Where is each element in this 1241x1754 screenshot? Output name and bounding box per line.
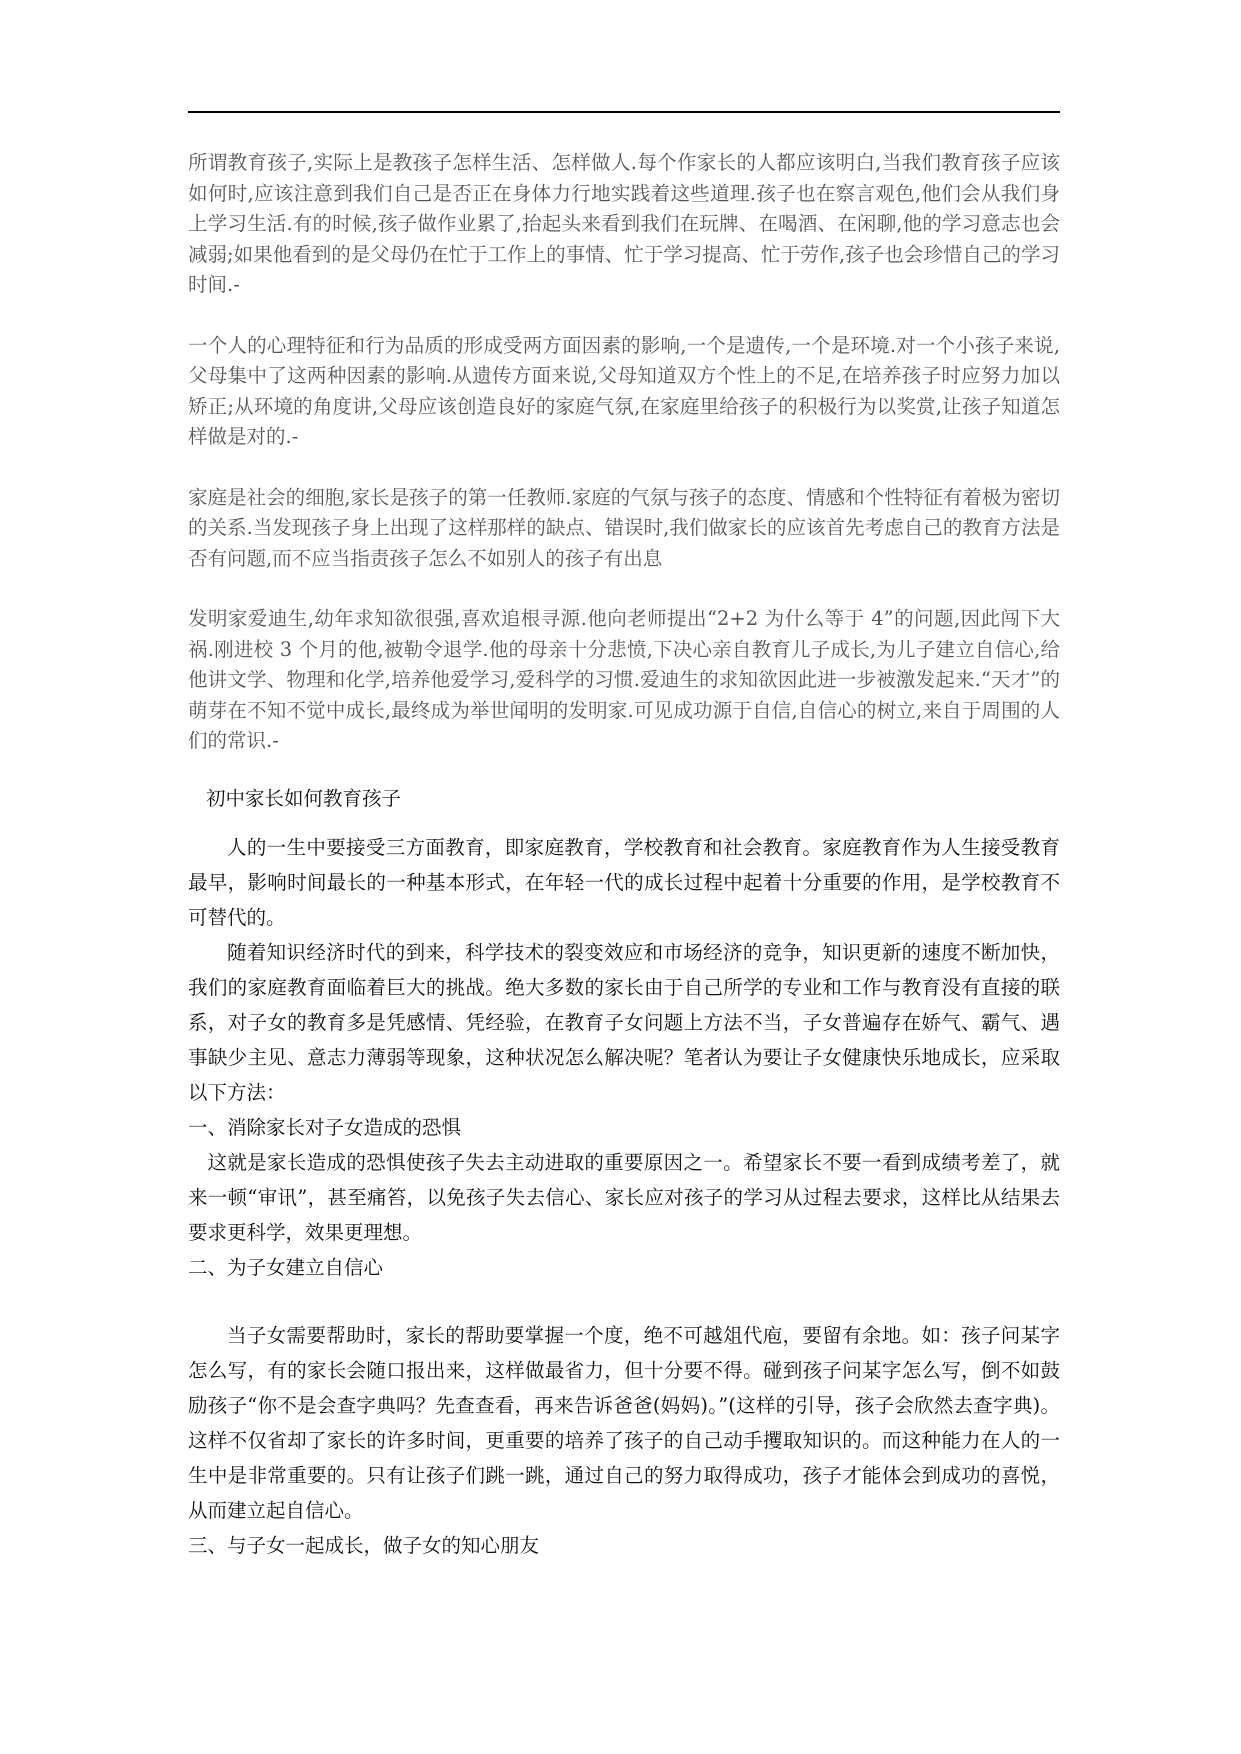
section-body [188, 783, 1060, 1563]
paragraph: 随着知识经济时代的到来，科学技术的裂变效应和市场经济的竞争，知识更新的速度不断加快，我们的家庭教育面临着巨大的挑战。绝大多数的家长由于自己所学的专业和工作与教育没有直接的联系，对子女的教育多是凭感情、凭经验，在教育子女问题上方法不当，子女普遍存在娇气、霸气、遇事缺少主见、意志力薄弱等现象，这种状况怎么解决呢？笔者认为要让子女健康快乐地成长，应采取以下方法： [188, 941, 1060, 1104]
paragraph: 一个人的心理特征和行为品质的形成受两方面因素的影响,一个是遗传,一个是环境.对一个小孩子来说,父母集中了这两种因素的影响.从遗传方面来说,父母知道双方个性上的不足,在培养孩子时应努力加以矫正;从环境的角度讲,父母应该创造良好的家庭气氛,在家庭里给孩子的积极行为以奖赏,让孩子知道怎样做是对的.- [188, 333, 1060, 448]
paragraph: 发明家爱迪生,幼年求知欲很强,喜欢追根寻源.他向老师提出“2+2 为什么等于 4”的问题,因此闯下大祸.刚进校 3 个月的他,被勒令退学.他的母亲十分悲愤,下决心亲自教育儿子成长,为儿子建立自信心,给他讲文学、物理和化学,培养他爱学习,爱科学的习惯.爱迪生的求知欲因此进一步被激发起来.“天才”的萌芽在不知不觉中成长,最终成为举世闻明的发明家.可见成功源于自信,自信心的树立,来自于周围的人们的常识.- [188, 607, 1060, 752]
paragraph: 当子女需要帮助时，家长的帮助要掌握一个度，绝不可越俎代庖，要留有余地。如：孩子问某字怎么写，有的家长会随口报出来，这样做最省力，但十分要不得。碰到孩子问某字怎么写，倒不如鼓励孩子“你不是会查字典吗？先查查看，再来告诉爸爸(妈妈)。”(这样的引导，孩子会欣然去查字典)。这样不仅省却了家长的许多时间，更重要的培养了孩子的自己动手攫取知识的。而这种能力在人的一生中是非常重要的。只有让孩子们跳一跳，通过自己的努力取得成功，孩子才能体会到成功的喜悦，从而建立起自信心。 [188, 1324, 1060, 1522]
blank-line [188, 1285, 1060, 1318]
subheading: 三、与子女一起成长，做子女的知心朋友 [188, 1534, 540, 1557]
paragraph: 这就是家长造成的恐惧使孩子失去主动进取的重要原因之一。希望家长不要一看到成绩考差了，就来一顿“审讯”，甚至痛笞，以免孩子失去信心、家长应对孩子的学习从过程去要求，这样比从结果去要求更科学，效果更理想。 [188, 1151, 1060, 1244]
paragraph: 人的一生中要接受三方面教育，即家庭教育，学校教育和社会教育。家庭教育作为人生接受教育最早，影响时间最长的一种基本形式，在年轻一代的成长过程中起着十分重要的作用，是学校教育不可替代的。 [188, 836, 1060, 929]
section-title: 初中家长如何教育孩子 [206, 787, 402, 810]
paragraph: 家庭是社会的细胞,家长是孩子的第一任教师.家庭的气氛与孩子的态度、情感和个性特征有着极为密切的关系.当发现孩子身上出现了这样那样的缺点、错误时,我们做家长的应该首先考虑自己的教育方法是否有问题,而不应当指责孩子怎么不如别人的孩子有出息 [188, 485, 1060, 570]
subheading: 一、消除家长对子女造成的恐惧 [188, 1116, 462, 1139]
paragraph: 所谓教育孩子,实际上是教孩子怎样生活、怎样做人.每个作家长的人都应该明白,当我们教育孩子应该如何时,应该注意到我们自己是否正在身体力行地实践着这些道理.孩子也在察言观色,他们会从我们身上学习生活.有的时候,孩子做作业累了,抬起头来看到我们在玩牌、在喝酒、在闲聊,他的学习意志也会减弱;如果他看到的是父母仍在忙于工作上的事情、忙于学习提高、忙于劳作,孩子也会珍惜自己的学习时间.- [188, 151, 1060, 296]
subheading: 二、为子女建立自信心 [188, 1256, 384, 1279]
header-rule [188, 111, 1060, 113]
article-body [188, 148, 1060, 787]
